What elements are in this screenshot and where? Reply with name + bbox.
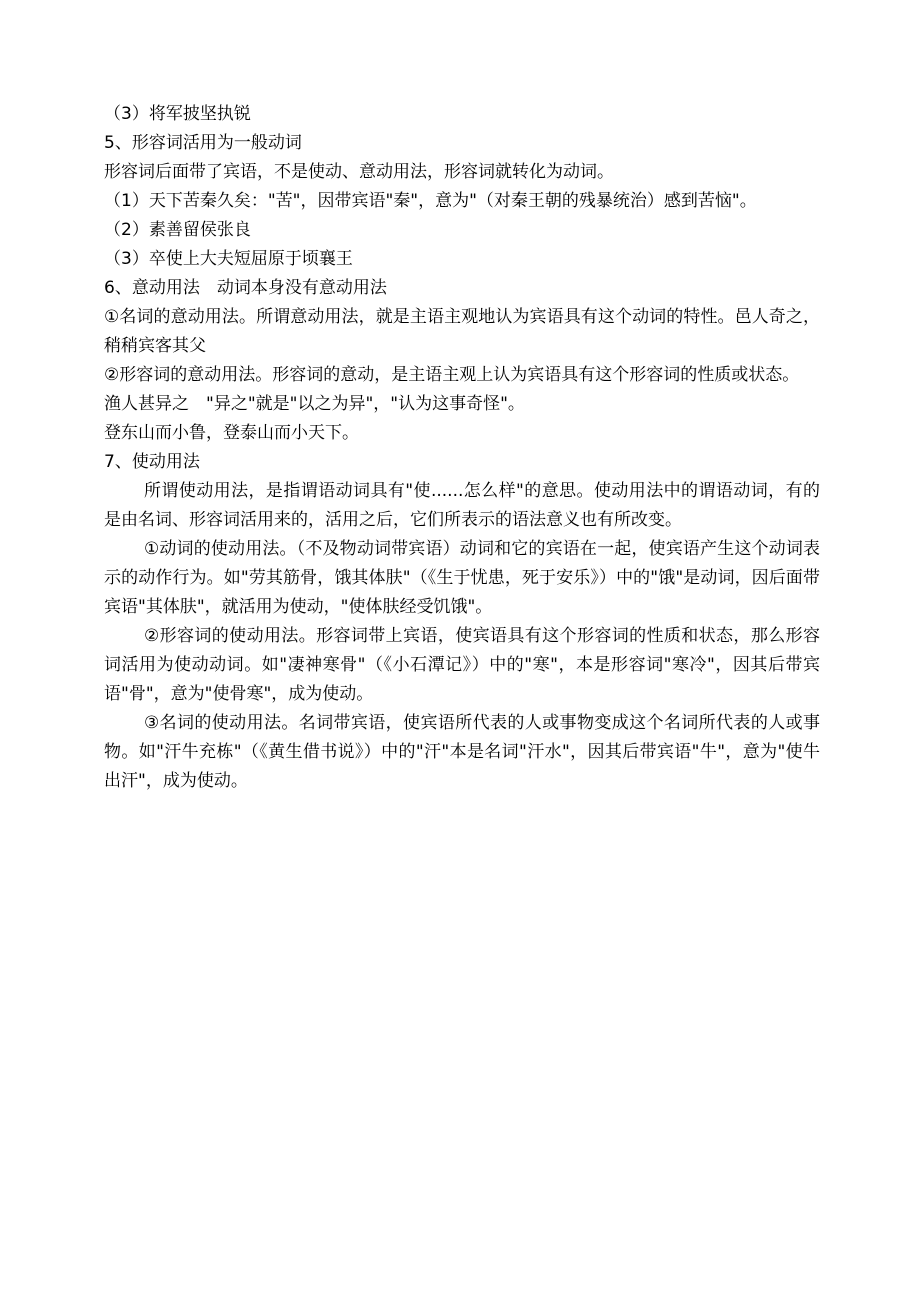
section-heading-5: 5、形容词活用为一般动词 <box>104 133 302 153</box>
list-item-3-example: （3）卒使上大夫短屈原于顷襄王 <box>104 249 353 269</box>
example-dengdongshan: 登东山而小鲁，登泰山而小天下。 <box>104 423 359 443</box>
document-body <box>104 100 820 796</box>
paragraph-causative-intro: 所谓使动用法，是指谓语动词具有"使......怎么样"的意思。使动用法中的谓语动词，有的是由名词、形容词活用来的，活用之后，它们所表示的语法意义也有所改变。 <box>104 481 820 530</box>
paragraph-adj-as-verb: 形容词后面带了宾语，不是使动、意动用法，形容词就转化为动词。 <box>104 162 614 182</box>
list-item-2-example: （2）素善留侯张良 <box>104 220 251 240</box>
example-yuren: 渔人甚异之 "异之"就是"以之为异"，"认为这事奇怪"。 <box>104 394 525 414</box>
list-item-3-general: （3）将军披坚执锐 <box>104 104 251 124</box>
section-heading-7: 7、使动用法 <box>104 452 200 472</box>
paragraph-adj-causative: ②形容词的使动用法。形容词带上宾语，使宾语具有这个形容词的性质和状态，那么形容词活用为使动动词。如"凄神寒骨"（《小石潭记》）中的"寒"，本是形容词"寒冷"，因其后带宾语"骨"，意为"使骨寒"，成为使动。 <box>104 626 820 704</box>
list-item-1-example: （1）天下苦秦久矣："苦"，因带宾语"秦"，意为"（对秦王朝的残暴统治）感到苦恼"。 <box>104 191 757 211</box>
paragraph-verb-causative: ①动词的使动用法。（不及物动词带宾语）动词和它的宾语在一起，使宾语产生这个动词表示的动作行为。如"劳其筋骨，饿其体肤"（《生于忧患，死于安乐》）中的"饿"是动词，因后面带宾语"其体肤"，就活用为使动，"使体肤经受饥饿"。 <box>104 539 820 617</box>
paragraph-adj-putative: ②形容词的意动用法。形容词的意动，是主语主观上认为宾语具有这个形容词的性质或状态。 <box>104 365 800 385</box>
paragraph-noun-causative: ③名词的使动用法。名词带宾语，使宾语所代表的人或事物变成这个名词所代表的人或事物。如"汗牛充栋"（《黄生借书说》）中的"汗"本是名词"汗水"，因其后带宾语"牛"，意为"使牛出汗"，成为使动。 <box>104 713 820 791</box>
section-heading-6: 6、意动用法 动词本身没有意动用法 <box>104 278 387 298</box>
paragraph-noun-putative: ①名词的意动用法。所谓意动用法，就是主语主观地认为宾语具有这个动词的特性。邑人奇之，稍稍宾客其父 <box>104 307 820 356</box>
